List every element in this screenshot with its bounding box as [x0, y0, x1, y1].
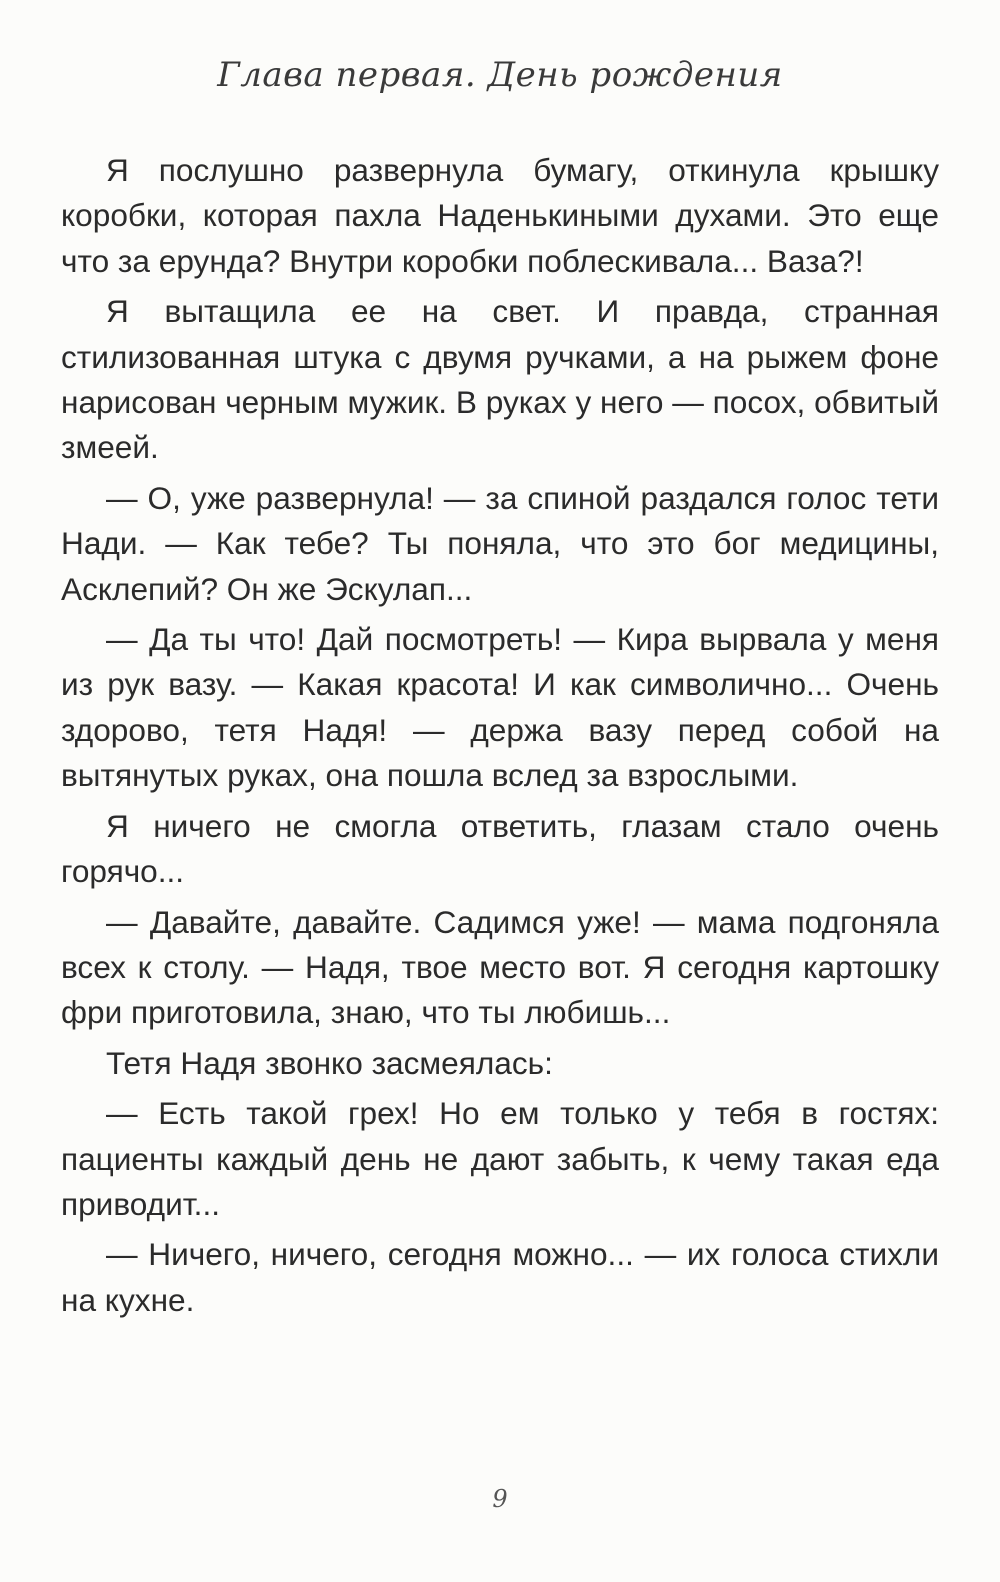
paragraph: Тетя Надя звонко засмеялась: — [106, 1044, 553, 1081]
paragraph: Я ничего не смогла ответить, глазам стало очень горячо... — [61, 807, 939, 890]
paragraph: — Ничего, ничего, сегодня можно... — их голоса стихли на кухне. — [61, 1236, 939, 1318]
chapter-header: Глава первая. День рождения — [217, 55, 783, 95]
paragraph: Я послушно развернула бумагу, откинула крышку коробки, которая пахла Наденькиными духами. Это еще что за ерунда? Внутри коробки поблескивала... Ваза?! — [61, 152, 939, 279]
body-text — [61, 148, 939, 1328]
paragraph: — Давайте, давайте. Садимся уже! — мама подгоняла всех к столу. — Надя, твое место вот. Я сегодня картошку фри приготовила, знаю, что ты любишь... — [61, 903, 939, 1031]
paragraph: — Есть такой грех! Но ем только у тебя в гостях: пациенты каждый день не дают забыть, к чему такая еда приводит... — [61, 1095, 939, 1222]
paragraph: — Да ты что! Дай посмотреть! — Кира вырвала у меня из рук вазу. — Какая красота! И как символично... Очень здорово, тетя Надя! — держа вазу перед собой на вытянутых руках, она пошла вслед за взрослыми. — [61, 621, 939, 794]
page-number: 9 — [492, 1485, 508, 1513]
paragraph: Я вытащила ее на свет. И правда, странная стилизованная штука с двумя ручками, а на рыжем фоне нарисован черным мужик. В руках у него — посох, обвитый змеей. — [61, 293, 939, 466]
paragraph: — О, уже развернула! — за спиной раздался голос тети Нади. — Как тебе? Ты поняла, что это бог медицины, Асклепий? Он же Эскулап... — [61, 479, 939, 607]
